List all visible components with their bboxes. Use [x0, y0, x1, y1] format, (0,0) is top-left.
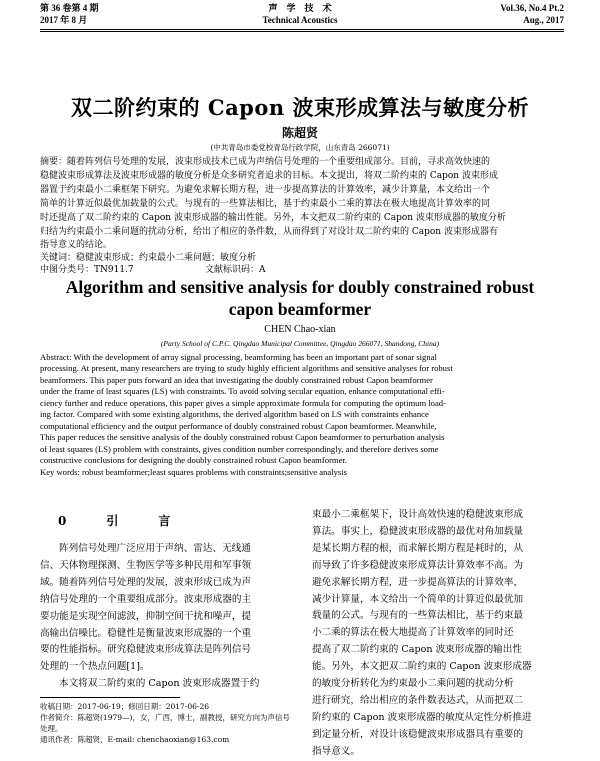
clc-number: 中图分类号：TN911.7: [40, 265, 134, 275]
section-heading-intro: 0 引 言: [58, 514, 185, 528]
intro-line: 减少计算量，本文给出一个简单的计算近似最优加: [312, 593, 524, 605]
abstract-cn: [40, 156, 564, 253]
abstract-cn-line: 指导意义的结论。: [40, 240, 113, 251]
abstract-en-line: ciency further and reduce operations, this paper gives a simple approximate formula for computing the optimum load-: [40, 397, 446, 408]
paper-title-en: [0, 276, 600, 320]
author-cn: 陈超贤: [281, 126, 318, 140]
intro-line: 阶约束的 Capon 波束形成器的敏度从定性分析推进: [312, 711, 532, 723]
footnote-contact: 通讯作者：陈超贤，E-mail: chenchaoxian@163.com: [40, 735, 230, 744]
intro-line: 指导意义。: [312, 745, 360, 757]
journal-volume: 第 36 卷第 4 期: [40, 3, 99, 13]
abstract-en-line: processing. At present, many researchers are trying to study highly efficient algorithms and sensitive analyses for robust: [40, 363, 453, 374]
intro-line: 域。随着阵列信号处理的发展，波束形成已成为声: [40, 576, 252, 588]
intro-line: 小二乘的算法在极大地提高了计算效率的同时还: [312, 627, 514, 639]
footnotes: [40, 701, 296, 745]
abstract-en-line: Abstract: With the development of array signal processing, beamforming has been an important part of sonar signal: [40, 352, 437, 362]
intro-line: 能。另外，本文把双二阶约束的 Capon 波束形成器: [312, 661, 532, 673]
intro-line: 处理的一个热点问题[1]。: [40, 661, 150, 673]
intro-line: 避免求解长期方程，进一步提高算法的计算效率，: [312, 576, 524, 588]
footnote-received: 收稿日期：2017-06-19；修回日期：2017-06-26: [40, 702, 209, 711]
document-code: 文献标识码：A: [205, 265, 266, 275]
abstract-cn-line: 时还提高了双二阶约束的 Capon 波束形成器的输出性能。另外，本文把双二阶约束的 Capon 波束形成器的敏度分析: [40, 212, 506, 223]
author-en: CHEN Chao-xian: [264, 324, 336, 335]
paper-title-en-line2: capon beamformer: [228, 299, 372, 319]
abstract-cn-line: 器置于约束最小二乘框架下研究。为避免求解长期方程，进一步提高算法的计算效率，减少计算量，本文给出一个: [40, 184, 491, 195]
abstract-en-line: of least squares (LS) problem with constraints, gives condition number correspondingly, and therefore derives some: [40, 443, 439, 454]
intro-line: 算法。事实上，稳健波束形成器的最优对角加载量: [312, 525, 524, 537]
intro-left-column: [40, 541, 292, 693]
intro-line: 要的性能指标。研究稳健波束形成算法是阵列信号: [40, 644, 252, 656]
footnote-bio: 作者简介：陈超贤(1979—)，女，广西，博士，副教授，研究方向为声信号处理。: [40, 713, 290, 733]
intro-line: 纳信号处理的一个重要组成部分。波束形成器的主: [40, 593, 252, 605]
intro-line: 提高了双二阶约束的 Capon 波束形成器的输出性: [312, 644, 522, 656]
intro-line: 束最小二乘框架下，设计高效快速的稳健波束形成: [312, 509, 524, 520]
affiliation-en: (Party School of C.P.C. Qingdao Municipal Committee, Qingdao 266071, Shandong, China): [160, 339, 440, 348]
intro-line: 而导致了许多稳健波束形成算法计算效率不高。为: [312, 559, 524, 571]
abstract-en-line: constructive conclusions for designing the doubly constrained robust Capon beamformer.: [40, 455, 347, 466]
abstract-en-line: This paper reduces the sensitive analysis of the doubly constrained robust Capon beamformer to perturbation analysis: [40, 432, 445, 443]
footnote-rule: [40, 697, 180, 698]
intro-line: 的敏度分析转化为约束最小二乘问题的扰动分析: [312, 678, 514, 690]
journal-issue: Vol.36, No.4 Pt.2: [500, 3, 564, 13]
intro-line: 信、天体物理探测、生物医学等多种民用和军事领: [40, 559, 252, 571]
abstract-cn-line: 摘要：随着阵列信号处理的发展，波束形成技术已成为声纳信号处理的一个重要组成部分。目前，寻求高效快速的: [40, 157, 491, 167]
abstract-en-line: ing factor. Compared with some existing algorithms, the derived algorithm based on LS with constraints enhance: [40, 409, 429, 420]
abstract-en-line: beamformers. This paper puts forward an idea that investigating the doubly constrained robust Capon beamformer: [40, 374, 433, 385]
keywords-cn: 关键词：稳健波束形成；约束最小二乘问题；敏度分析: [40, 253, 257, 263]
affiliation-cn: (中共青岛市委党校青岛行政学院，山东青岛 266071): [210, 143, 390, 152]
journal-month: Aug., 2017: [523, 15, 564, 25]
paper-title-en-line1: Algorithm and sensitive analysis for doubly constrained robust: [65, 277, 535, 297]
abstract-en: [40, 352, 564, 478]
header-rule: [40, 29, 564, 30]
intro-line: 进行研究，给出相应的条件数表达式，从而把双二: [312, 694, 524, 706]
journal-name-cn: 声 学 技 术: [268, 3, 332, 13]
keywords-en: Key words: robust beamformer;least squares problems with constraints;sensitive analysis: [40, 466, 347, 477]
intro-line: 阵列信号处理广泛应用于声纳、雷达、无线通: [59, 543, 251, 554]
abstract-cn-line: 稳健波束形成算法及波束形成器的敏度分析是众多研究者追求的目标。本文提出，将双二阶约束的 Capon 波束形成: [40, 170, 498, 181]
intro-line: 本文将双二阶约束的 Capon 波束形成器置于约: [59, 678, 260, 690]
abstract-en-line: computational efficiency and the output performance of doubly constrained robust Capon beamformer. Meanwhile,: [40, 420, 437, 431]
intro-line: 要功能是实现空间滤波，抑制空间干扰和噪声，提: [40, 610, 252, 622]
abstract-cn-line: 简单的计算近似最优加载量的公式。与现有的一些算法相比，基于约束最小二乘的算法在极大地提高计算效率的同: [40, 198, 491, 209]
journal-date: 2017 年 8 月: [40, 15, 88, 25]
intro-right-column: [312, 507, 564, 761]
intro-line: 到定量分析，对设计该稳健波束形成器具有重要的: [312, 728, 524, 740]
journal-name-en: Technical Acoustics: [262, 15, 338, 25]
header-rule-2: [40, 31, 564, 32]
intro-line: 是某长期方程的根，而求解长期方程是耗时的，从: [312, 542, 524, 554]
abstract-cn-line: 归结为约束最小二乘问题的扰动分析，给出了相应的条件数，从而得到了对设计双二阶约束的 Capon 波束形成器有: [40, 226, 498, 237]
intro-line: 载量的公式。与现有的一些算法相比，基于约束最: [312, 610, 524, 622]
abstract-en-line: under the frame of least squares (LS) with constraints. To avoid solving secular equation, enhance computational effi-: [40, 386, 445, 397]
paper-title-cn: 双二阶约束的 Capon 波束形成算法与敏度分析: [71, 95, 529, 120]
intro-line: 高输出信噪比。稳健性是衡量波束形成器的一个重: [40, 627, 252, 639]
